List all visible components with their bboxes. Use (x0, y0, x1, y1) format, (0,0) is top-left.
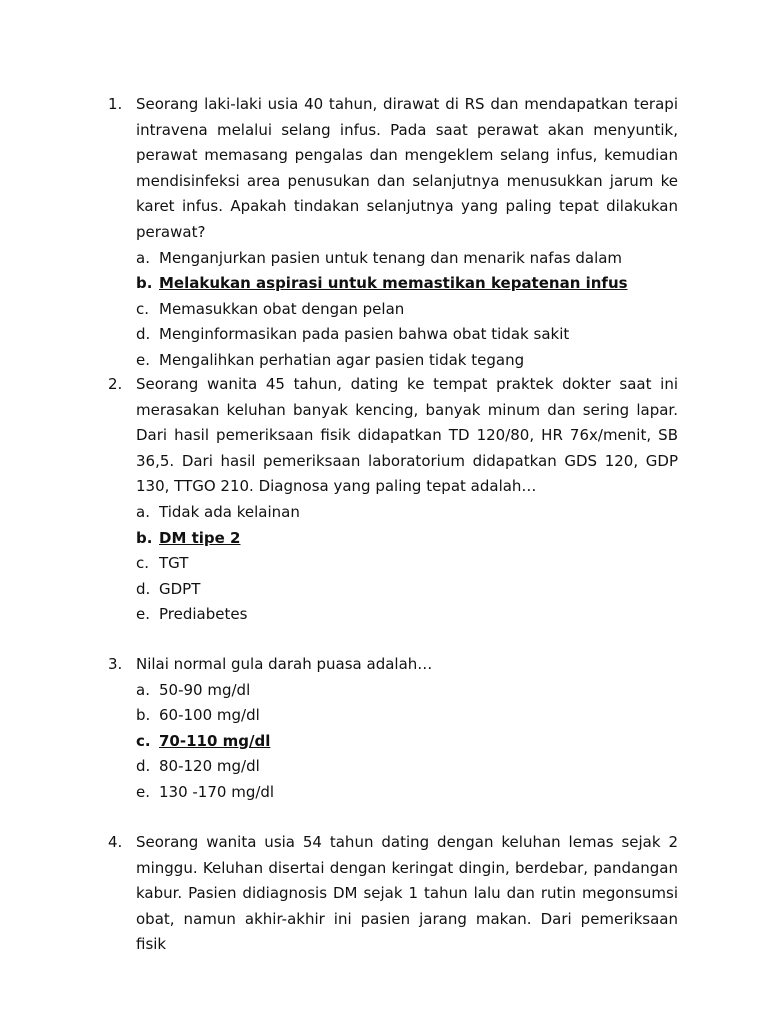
option-text: Tidak ada kelainan (159, 502, 300, 521)
option-d (108, 322, 678, 348)
question-1 (108, 92, 678, 374)
option-letter: b. (136, 706, 151, 725)
option-a (108, 678, 678, 704)
option-b-correct (108, 526, 678, 552)
answer-options (108, 500, 678, 628)
option-e (108, 602, 678, 628)
option-text: DM tipe 2 (159, 528, 241, 547)
option-text: 80-120 mg/dl (159, 757, 260, 776)
question-number: 2. (108, 375, 123, 393)
question-number: 3. (108, 655, 123, 673)
option-d (108, 577, 678, 603)
option-d (108, 754, 678, 780)
option-text: TGT (159, 554, 189, 573)
option-c (108, 297, 678, 323)
option-text: Menginformasikan pada pasien bahwa obat tidak sakit (159, 325, 570, 344)
question-2 (108, 372, 678, 628)
question-text: Seorang laki-laki usia 40 tahun, dirawat di RS dan mendapatkan terapi intravena melalui selang infus. Pada saat perawat akan menyuntik, perawat memasang pengalas dan mengeklem selang infus, kemudian mendisinfeksi area penusukan dan selanjutnya menusukkan jarum ke karet infus. Apakah tindakan selanjutnya yang paling tepat dilakukan perawat? (136, 95, 678, 241)
option-letter: b. (136, 528, 153, 547)
option-text: Melakukan aspirasi untuk memastikan kepatenan infus (159, 274, 628, 293)
option-letter: c. (136, 554, 150, 573)
option-text: Prediabetes (159, 605, 248, 624)
option-letter: c. (136, 731, 151, 750)
answer-options (108, 246, 678, 374)
option-e (108, 348, 678, 374)
option-text: Memasukkan obat dengan pelan (159, 299, 405, 318)
option-letter: a. (136, 680, 150, 699)
option-e (108, 780, 678, 806)
option-text: 60-100 mg/dl (159, 706, 260, 725)
question-3 (108, 652, 678, 806)
option-a (108, 246, 678, 272)
option-letter: d. (136, 325, 151, 344)
option-text: 70-110 mg/dl (159, 731, 271, 750)
question-number: 1. (108, 95, 123, 113)
option-letter: e. (136, 350, 150, 369)
option-letter: d. (136, 757, 151, 776)
question-number: 4. (108, 833, 123, 851)
option-b (108, 703, 678, 729)
option-letter: d. (136, 579, 151, 598)
question-text: Seorang wanita 45 tahun, dating ke tempat praktek dokter saat ini merasakan keluhan banyak kencing, banyak minum dan sering lapar. Dari hasil pemeriksaan fisik didapatkan TD 120/80, HR 76x/menit, SB 36,5. Dari hasil pemeriksaan laboratorium didapatkan GDS 120, GDP 130, TTGO 210. Diagnosa yang paling tepat adalah… (136, 375, 678, 496)
option-a (108, 500, 678, 526)
option-c (108, 551, 678, 577)
option-letter: e. (136, 782, 150, 801)
option-text: Menganjurkan pasien untuk tenang dan menarik nafas dalam (159, 248, 623, 267)
option-c-correct (108, 729, 678, 755)
option-letter: e. (136, 605, 150, 624)
question-text: Nilai normal gula darah puasa adalah… (136, 655, 433, 673)
question-4 (108, 830, 678, 958)
option-text: 130 -170 mg/dl (159, 782, 275, 801)
option-letter: a. (136, 248, 150, 267)
option-text: 50-90 mg/dl (159, 680, 251, 699)
option-text: GDPT (159, 579, 201, 598)
option-letter: c. (136, 299, 150, 318)
option-letter: b. (136, 274, 153, 293)
option-b-correct (108, 271, 678, 297)
question-text: Seorang wanita usia 54 tahun dating dengan keluhan lemas sejak 2 minggu. Keluhan disertai dengan keringat dingin, berdebar, pandangan kabur. Pasien didiagnosis DM sejak 1 tahun lalu dan rutin megonsumsi obat, namun akhir-akhir ini pasien jarang makan. Dari pemeriksaan fisik (136, 833, 678, 954)
option-text: Mengalihkan perhatian agar pasien tidak tegang (159, 350, 525, 369)
answer-options (108, 678, 678, 806)
option-letter: a. (136, 502, 150, 521)
